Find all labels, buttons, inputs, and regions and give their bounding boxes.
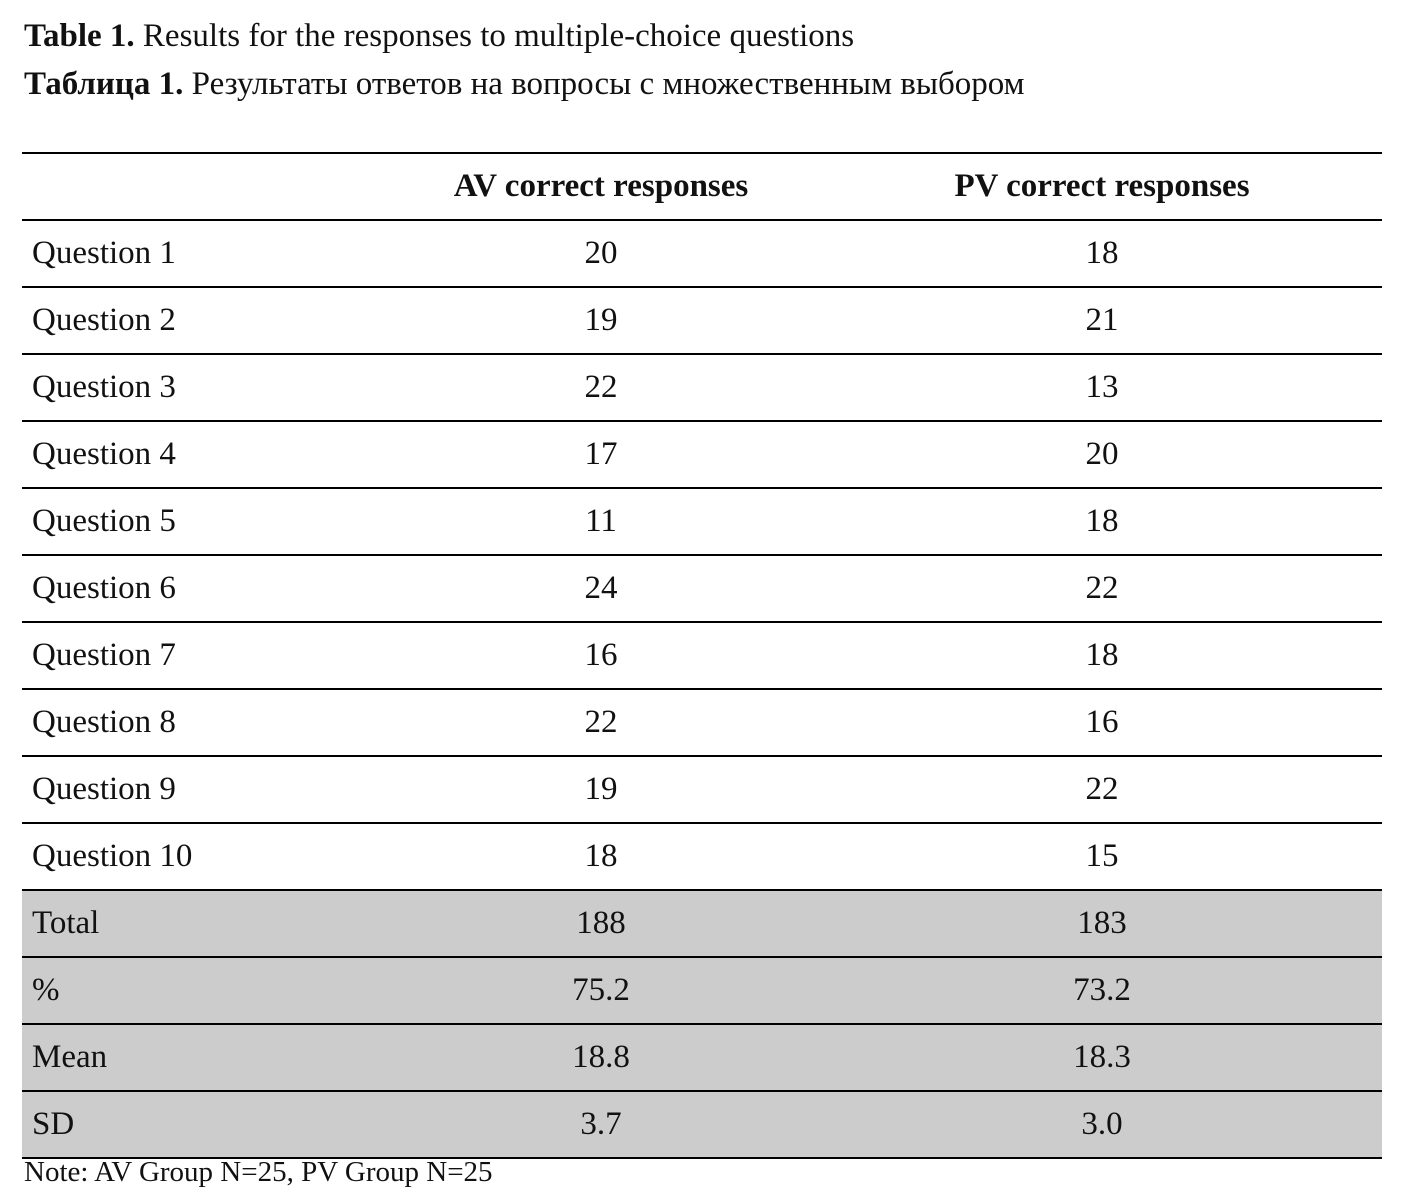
pv-value: 18.3 <box>822 1024 1382 1091</box>
header-av-correct: AV correct responses <box>380 153 822 220</box>
av-value: 3.7 <box>380 1091 822 1158</box>
av-value: 17 <box>380 421 822 488</box>
results-table <box>22 152 1382 1159</box>
av-value: 18 <box>380 823 822 890</box>
table-note: Note: AV Group N=25, PV Group N=25 <box>24 1156 493 1188</box>
row-label: Question 2 <box>22 287 380 354</box>
pv-value: 22 <box>822 555 1382 622</box>
table-row <box>22 555 1382 622</box>
caption-text: Results for the responses to multiple-choice questions <box>134 18 855 54</box>
av-value: 75.2 <box>380 957 822 1024</box>
row-label: Total <box>22 890 380 957</box>
header-pv-correct: PV correct responses <box>822 153 1382 220</box>
row-label: Question 1 <box>22 220 380 287</box>
pv-value: 18 <box>822 622 1382 689</box>
row-label: Mean <box>22 1024 380 1091</box>
table-row <box>22 756 1382 823</box>
av-value: 188 <box>380 890 822 957</box>
pv-value: 15 <box>822 823 1382 890</box>
table-row <box>22 622 1382 689</box>
pv-value: 22 <box>822 756 1382 823</box>
pv-value: 3.0 <box>822 1091 1382 1158</box>
row-label: Question 7 <box>22 622 380 689</box>
row-label: % <box>22 957 380 1024</box>
row-label: Question 3 <box>22 354 380 421</box>
av-value: 22 <box>380 689 822 756</box>
table-row <box>22 421 1382 488</box>
pv-value: 20 <box>822 421 1382 488</box>
row-label: Question 6 <box>22 555 380 622</box>
summary-row <box>22 957 1382 1024</box>
av-value: 22 <box>380 354 822 421</box>
caption-text: Результаты ответов на вопросы с множественным выбором <box>183 66 1025 102</box>
pv-value: 183 <box>822 890 1382 957</box>
av-value: 20 <box>380 220 822 287</box>
table-row <box>22 354 1382 421</box>
summary-row <box>22 1091 1382 1158</box>
av-value: 18.8 <box>380 1024 822 1091</box>
caption-label: Таблица 1. <box>24 66 184 102</box>
table-caption-russian <box>24 64 1025 104</box>
header-empty <box>22 153 380 220</box>
pv-value: 73.2 <box>822 957 1382 1024</box>
pv-value: 18 <box>822 220 1382 287</box>
row-label: SD <box>22 1091 380 1158</box>
av-value: 24 <box>380 555 822 622</box>
av-value: 19 <box>380 756 822 823</box>
table-caption-english <box>24 16 854 56</box>
table-body <box>22 220 1382 1158</box>
row-label: Question 5 <box>22 488 380 555</box>
av-value: 16 <box>380 622 822 689</box>
pv-value: 18 <box>822 488 1382 555</box>
av-value: 11 <box>380 488 822 555</box>
pv-value: 13 <box>822 354 1382 421</box>
row-label: Question 4 <box>22 421 380 488</box>
table-row <box>22 220 1382 287</box>
pv-value: 21 <box>822 287 1382 354</box>
header-row <box>22 153 1382 220</box>
table-row <box>22 287 1382 354</box>
pv-value: 16 <box>822 689 1382 756</box>
table-row <box>22 823 1382 890</box>
av-value: 19 <box>380 287 822 354</box>
table-header <box>22 153 1382 220</box>
table-row <box>22 689 1382 756</box>
caption-label: Table 1. <box>24 18 135 54</box>
table-row <box>22 488 1382 555</box>
summary-row <box>22 890 1382 957</box>
summary-row <box>22 1024 1382 1091</box>
row-label: Question 9 <box>22 756 380 823</box>
row-label: Question 10 <box>22 823 380 890</box>
row-label: Question 8 <box>22 689 380 756</box>
